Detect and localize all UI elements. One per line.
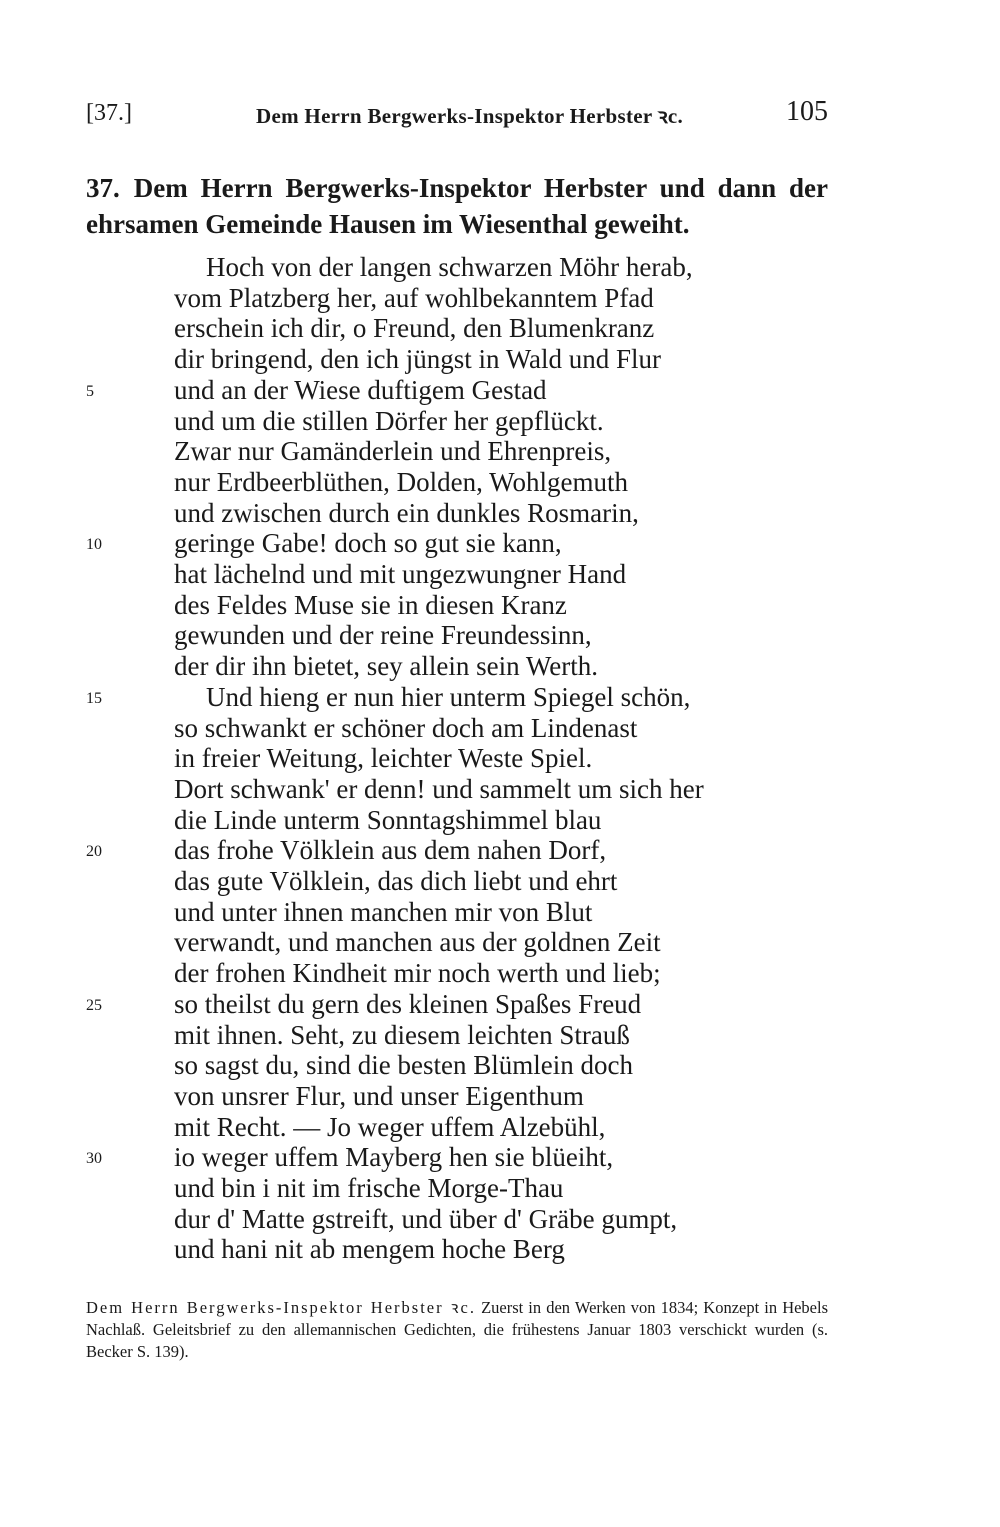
poem-line (0, 590, 1000, 621)
running-head-title: Dem Herrn Bergwerks-Inspektor Herbster ꝛc. (256, 104, 684, 128)
poem-line (0, 927, 1000, 958)
poem-line (0, 1234, 1000, 1265)
line-text: von unsrer Flur, und unser Eigenthum (174, 1080, 584, 1111)
line-text: dir bringend, den ich jüngst in Wald und Flur (174, 344, 662, 375)
poem-line (0, 1204, 1000, 1235)
poem-line (0, 528, 1000, 559)
line-text: und um die stillen Dörfer her gepflückt. (174, 405, 604, 436)
poem-line (0, 774, 1000, 805)
poem-line (0, 989, 1000, 1020)
line-text: und unter ihnen manchen mir von Blut (174, 896, 593, 927)
poem-line (0, 559, 1000, 590)
poem-line (0, 498, 1000, 529)
poem-title: Dem Herrn Bergwerks-Inspektor Herbster und dann der ehrsamen Gemeinde Hausen im Wiesenthal geweiht. (86, 173, 828, 239)
poem-line (0, 406, 1000, 437)
poem-line (0, 835, 1000, 866)
poem-line (0, 313, 1000, 344)
line-text: des Feldes Muse sie in diesen Kranz (174, 589, 567, 620)
footnote (86, 1297, 828, 1363)
line-number: 30 (86, 1150, 102, 1168)
line-number: 10 (86, 536, 102, 554)
line-text: und an der Wiese duftigem Gestad (174, 374, 547, 405)
line-text: dur d' Matte gstreift, und über d' Gräbe gumpt, (174, 1203, 678, 1234)
line-text: Und hieng er nun hier unterm Spiegel schön, (206, 681, 691, 712)
line-text: mit ihnen. Seht, zu diesem leichten Strauß (174, 1019, 630, 1050)
footnote-text: Zuerst in den Werken von 1834; Konzept in Hebels Nachlaß. Geleitsbrief zu den allemannischen Gedichten, die frühestens Januar 1803 verschickt wurden (s. Becker S. 139). (86, 1298, 829, 1361)
line-text: so theilst du gern des kleinen Spaßes Freud (174, 988, 642, 1019)
line-text: das frohe Völklein aus dem nahen Dorf, (174, 835, 607, 866)
poem-line (0, 620, 1000, 651)
poem-line (0, 375, 1000, 406)
line-text: mit Recht. — Jo weger uffem Alzebühl, (174, 1111, 606, 1142)
poem-line (0, 344, 1000, 375)
poem-heading (86, 170, 828, 242)
line-text: Zwar nur Gamänderlein und Ehrenpreis, (174, 436, 612, 467)
poem-line (0, 682, 1000, 713)
poem-line (0, 1050, 1000, 1081)
poem-line (0, 1112, 1000, 1143)
line-text: Dort schwank' er denn! und sammelt um sich her (174, 773, 704, 804)
line-text: und hani nit ab mengem hoche Berg (174, 1234, 565, 1265)
poem-line (0, 651, 1000, 682)
poem-line (0, 897, 1000, 928)
line-text: verwandt, und manchen aus der goldnen Zeit (174, 927, 661, 958)
line-number: 15 (86, 689, 102, 707)
line-text: erschein ich dir, o Freund, den Blumenkranz (174, 313, 655, 344)
line-text: vom Platzberg her, auf wohlbekanntem Pfad (174, 282, 654, 313)
running-head-section: [37.] (86, 100, 132, 126)
poem-line (0, 436, 1000, 467)
poem-line (0, 713, 1000, 744)
running-head (86, 96, 828, 136)
line-text: geringe Gabe! doch so gut sie kann, (174, 528, 562, 559)
line-text: nur Erdbeerblüthen, Dolden, Wohlgemuth (174, 466, 628, 497)
line-text: gewunden und der reine Freundessinn, (174, 620, 592, 651)
poem-line (0, 1020, 1000, 1051)
poem-line (0, 1142, 1000, 1173)
page-number: 105 (786, 96, 828, 127)
poem-line (0, 958, 1000, 989)
line-text: hat lächelnd und mit ungezwungner Hand (174, 559, 627, 589)
poem-line (0, 283, 1000, 314)
poem-line (0, 866, 1000, 897)
line-text: der frohen Kindheit mir noch werth und lieb; (174, 958, 661, 989)
line-text: und zwischen durch ein dunkles Rosmarin, (174, 497, 639, 528)
line-text: Hoch von der langen schwarzen Möhr herab, (206, 252, 693, 282)
poem-line (0, 743, 1000, 774)
poem-line (0, 467, 1000, 498)
line-number: 20 (86, 843, 102, 861)
line-text: so sagst du, sind die besten Blümlein doch (174, 1050, 633, 1081)
line-text: das gute Völklein, das dich liebt und ehrt (174, 866, 618, 896)
poem-line (0, 1173, 1000, 1204)
poem-number: 37. (86, 173, 120, 203)
line-text: in freier Weitung, leichter Weste Spiel. (174, 743, 593, 774)
line-text: so schwankt er schöner doch am Lindenast (174, 712, 638, 743)
poem-line (0, 252, 1000, 283)
footnote-lead: Dem Herrn Bergwerks-Inspektor Herbster ꝛc. (86, 1298, 476, 1317)
line-text: und bin i nit im frische Morge-Thau (174, 1173, 564, 1203)
poem-line (0, 1081, 1000, 1112)
line-number: 5 (86, 382, 94, 400)
line-text: die Linde unterm Sonntagshimmel blau (174, 804, 602, 835)
poem-line (0, 805, 1000, 836)
line-text: der dir ihn bietet, sey allein sein Werth. (174, 651, 598, 682)
line-number: 25 (86, 996, 102, 1014)
line-text: io weger uffem Mayberg hen sie blüeiht, (174, 1142, 614, 1173)
